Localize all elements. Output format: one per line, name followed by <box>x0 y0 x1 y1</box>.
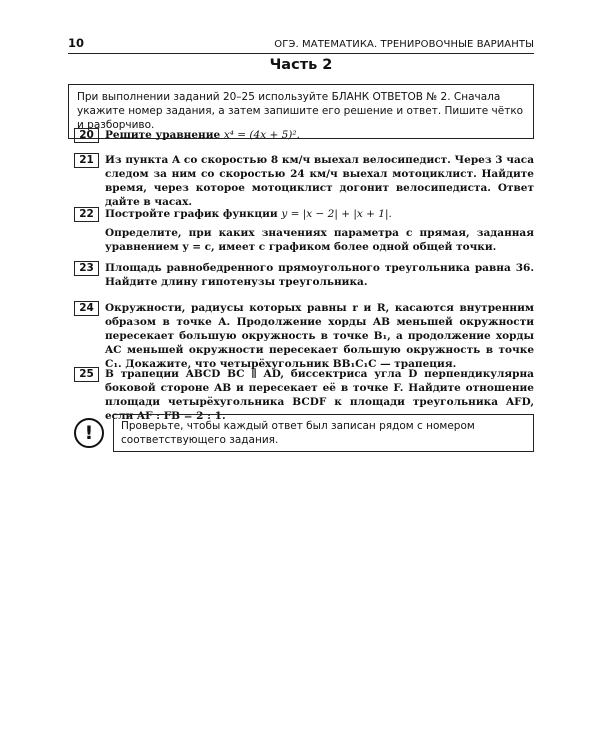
exclamation-icon: ! <box>74 418 104 448</box>
task-23 <box>74 261 534 289</box>
function-formula: y = |x − 2| + |x + 1|. <box>281 208 392 220</box>
task-number: 23 <box>74 261 99 276</box>
task-text: Площадь равнобедренного прямоугольного треугольника равна 36. Найдите длину гипотенузы треугольника. <box>105 262 534 288</box>
task-number: 22 <box>74 207 99 222</box>
task-number: 25 <box>74 367 99 382</box>
series-title: ОГЭ. МАТЕМАТИКА. ТРЕНИРОВОЧНЫЕ ВАРИАНТЫ <box>274 39 534 50</box>
task-text-continued: Определите, при каких значениях параметра c прямая, заданная уравнением y = c, имеет с графиком более одной общей точки. <box>105 227 534 253</box>
task-text: Из пункта A со скоростью 8 км/ч выехал велосипедист. Через 3 часа следом за ним со скоростью 24 км/ч выехал мотоциклист. Найдите время, через которое мотоциклист догонит велосипедиста. Ответ дайте в часах. <box>105 154 534 208</box>
task-text: В трапеции ABCD BC ∥ AD, биссектриса угла D перпендикулярна боковой стороне AB и пересекает её в точке F. Найдите отношение площади четырёхугольника BCDF к площади треугольника AFD, если AF : FB = 2 : 1. <box>105 368 534 422</box>
task-22 <box>74 207 534 254</box>
task-21 <box>74 153 534 209</box>
page-number: 10 <box>68 36 85 50</box>
task-20 <box>74 128 534 143</box>
task-number: 21 <box>74 153 99 168</box>
task-number: 20 <box>74 128 99 143</box>
check-answers-note <box>74 414 534 452</box>
task-body <box>105 207 534 254</box>
task-number: 24 <box>74 301 99 316</box>
task-24 <box>74 301 534 371</box>
equation: x⁴ = (4x + 5)². <box>223 129 300 141</box>
task-body <box>105 128 534 142</box>
part-title: Часть 2 <box>269 57 333 73</box>
running-header <box>68 36 534 54</box>
instruction-box: При выполнении заданий 20–25 используйте БЛАНК ОТВЕТОВ № 2. Сначала укажите номер задания, а затем запишите его решение и ответ. Пишите чётко и разборчиво. <box>68 84 534 139</box>
note-text: Проверьте, чтобы каждый ответ был записан рядом с номером соответствующего задания. <box>113 414 534 452</box>
task-text: Решите уравнение <box>105 129 221 141</box>
task-text: Постройте график функции <box>105 208 278 220</box>
task-text: Окружности, радиусы которых равны r и R, касаются внутренним образом в точке A. Продолжение хорды AB меньшей окружности пересекает большую окружность в точке B₁, а продолжение хорды AC меньшей окружности пересекает большую окружность в точке C₁. Докажите, что четырёхугольник BB₁C₁C — трапеция. <box>105 302 534 370</box>
